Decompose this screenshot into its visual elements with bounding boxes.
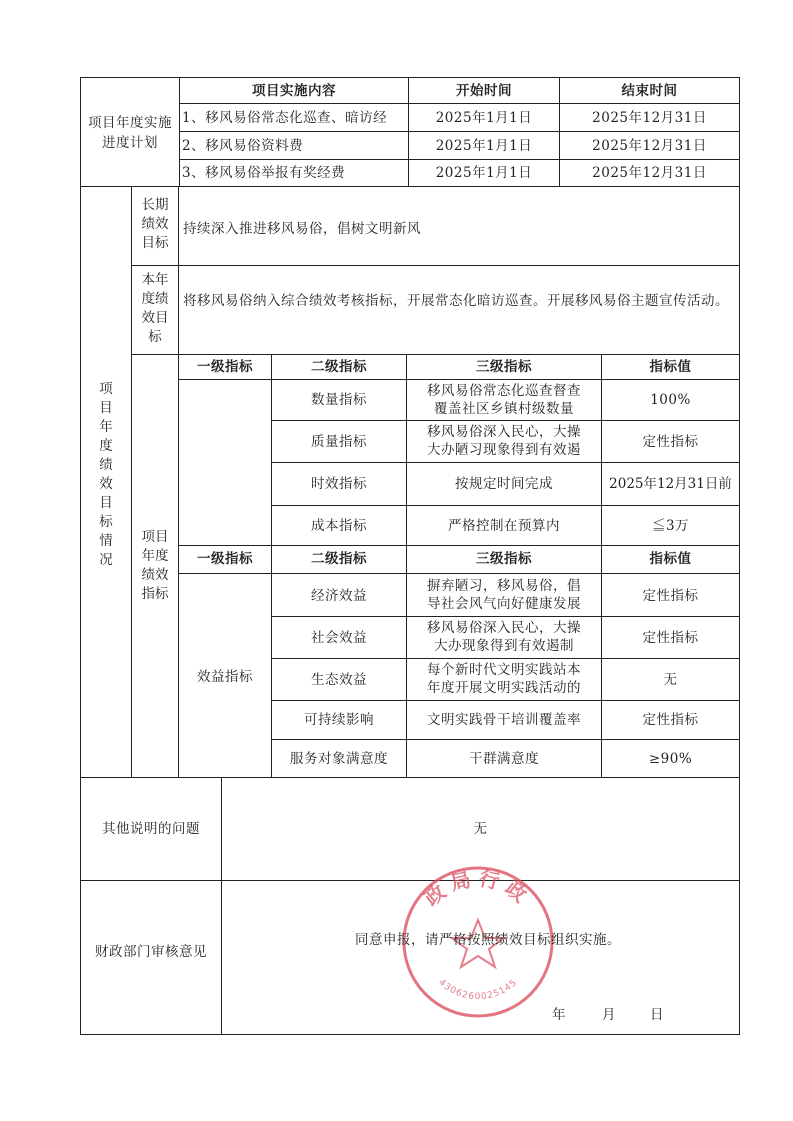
output-l3: 移风易俗深入民心，大操 <box>427 424 581 440</box>
satisfaction-val: ≥90% <box>648 751 693 767</box>
benefit-l3: 每个新时代文明实践站本 <box>427 662 581 678</box>
output-l3: 严格控制在预算内 <box>448 518 560 534</box>
plan-row-end: 2025年12月31日 <box>592 110 707 126</box>
ind-header-l2-text: 二级指标 <box>311 359 367 375</box>
long-term-label: 长期绩效目标 <box>141 197 169 251</box>
benefit-val: 定性指标 <box>642 712 699 728</box>
ind-header-l2-text: 二级指标 <box>311 551 367 567</box>
svg-text:政局行政: 政局行政 <box>419 866 537 911</box>
plan-row-end: 2025年12月31日 <box>592 138 707 154</box>
svg-text:4306260025145: 4306260025145 <box>436 977 520 1003</box>
plan-row-start: 2025年1月1日 <box>435 110 533 126</box>
benefit-l3: 年度开展文明实践活动的 <box>427 680 581 696</box>
indicators-label: 项目年度绩效指标 <box>141 529 169 602</box>
ind-header-val-text: 指标值 <box>649 551 692 567</box>
output-l3: 移风易俗常态化巡查督查 <box>427 383 581 399</box>
review-label: 财政部门审核意见 <box>95 944 207 960</box>
output-l3: 大办陋习现象得到有效遏 <box>427 442 581 458</box>
ind-header-val-text: 指标值 <box>649 359 692 375</box>
plan-row-content: 2、移风易俗资料费 <box>182 138 304 154</box>
benefit-val: 定性指标 <box>642 630 699 646</box>
annual-label: 本年度绩效目标 <box>141 272 169 345</box>
benefit-l3: 移风易俗深入民心，大操 <box>427 620 581 636</box>
review-date-month: 月 <box>602 1007 616 1023</box>
benefit-l2: 经济效益 <box>311 588 367 604</box>
plan-row-end: 2025年12月31日 <box>592 165 707 181</box>
output-l2: 数量指标 <box>311 392 367 408</box>
benefit-val: 无 <box>663 672 678 688</box>
benefit-l1: 效益指标 <box>197 669 253 685</box>
benefit-l3: 导社会风气向好健康发展 <box>427 596 581 612</box>
review-date-year: 年 <box>552 1007 566 1023</box>
plan-row-start: 2025年1月1日 <box>435 138 533 154</box>
output-val: 100% <box>650 392 691 408</box>
plan-header-end-text: 结束时间 <box>621 83 678 99</box>
ind-header-l3-text: 三级指标 <box>476 359 532 375</box>
output-l2: 成本指标 <box>311 518 367 534</box>
benefit-l2: 生态效益 <box>311 672 367 688</box>
ind-header-l3-text: 三级指标 <box>476 551 532 567</box>
benefit-l3: 大办现象得到有效遏制 <box>434 638 574 654</box>
plan-row-content: 3、移风易俗举报有奖经费 <box>182 165 346 181</box>
output-val: 2025年12月31日前 <box>609 476 732 492</box>
goals-section-label: 项目年度绩效目标情况 <box>99 381 113 568</box>
long-term-value: 持续深入推进移风易俗，倡树文明新风 <box>183 221 421 237</box>
benefit-l2: 社会效益 <box>311 630 367 646</box>
benefit-l3: 摒弃陋习，移风易俗，倡 <box>427 578 581 594</box>
output-val: ≦3万 <box>651 518 690 534</box>
satisfaction-l2: 服务对象满意度 <box>290 751 388 767</box>
other-label: 其他说明的问题 <box>102 821 200 837</box>
plan-header-start-text: 开始时间 <box>456 83 512 99</box>
benefit-l3: 文明实践骨干培训覆盖率 <box>427 712 581 728</box>
plan-header-content-text: 项目实施内容 <box>252 83 336 99</box>
ind-header-l1-text: 一级指标 <box>197 359 253 375</box>
benefit-val: 定性指标 <box>642 588 699 604</box>
output-l2: 时效指标 <box>311 476 367 492</box>
plan-row-content: 1、移风易俗常态化巡查、暗访经 <box>182 110 388 126</box>
output-l1-cell <box>178 379 272 546</box>
review-opinion: 同意申报，请严格按照绩效目标组织实施。 <box>355 932 621 948</box>
satisfaction-l3: 干群满意度 <box>469 751 539 767</box>
annual-value: 将移风易俗纳入综合绩效考核指标，开展常态化暗访巡查。开展移风易俗主题宣传活动。 <box>183 293 729 309</box>
benefit-l2: 可持续影响 <box>304 712 374 728</box>
plan-row-start: 2025年1月1日 <box>435 165 533 181</box>
plan-section-label: 项目年度实施进度计划 <box>88 115 172 151</box>
output-l3: 覆盖社区乡镇村级数量 <box>434 401 574 417</box>
output-val: 定性指标 <box>642 434 699 450</box>
review-date-day: 日 <box>650 1007 664 1023</box>
ind-header-l1-text: 一级指标 <box>197 551 253 567</box>
other-value: 无 <box>473 821 488 837</box>
output-l2: 质量指标 <box>311 434 367 450</box>
output-l3: 按规定时间完成 <box>455 476 553 492</box>
